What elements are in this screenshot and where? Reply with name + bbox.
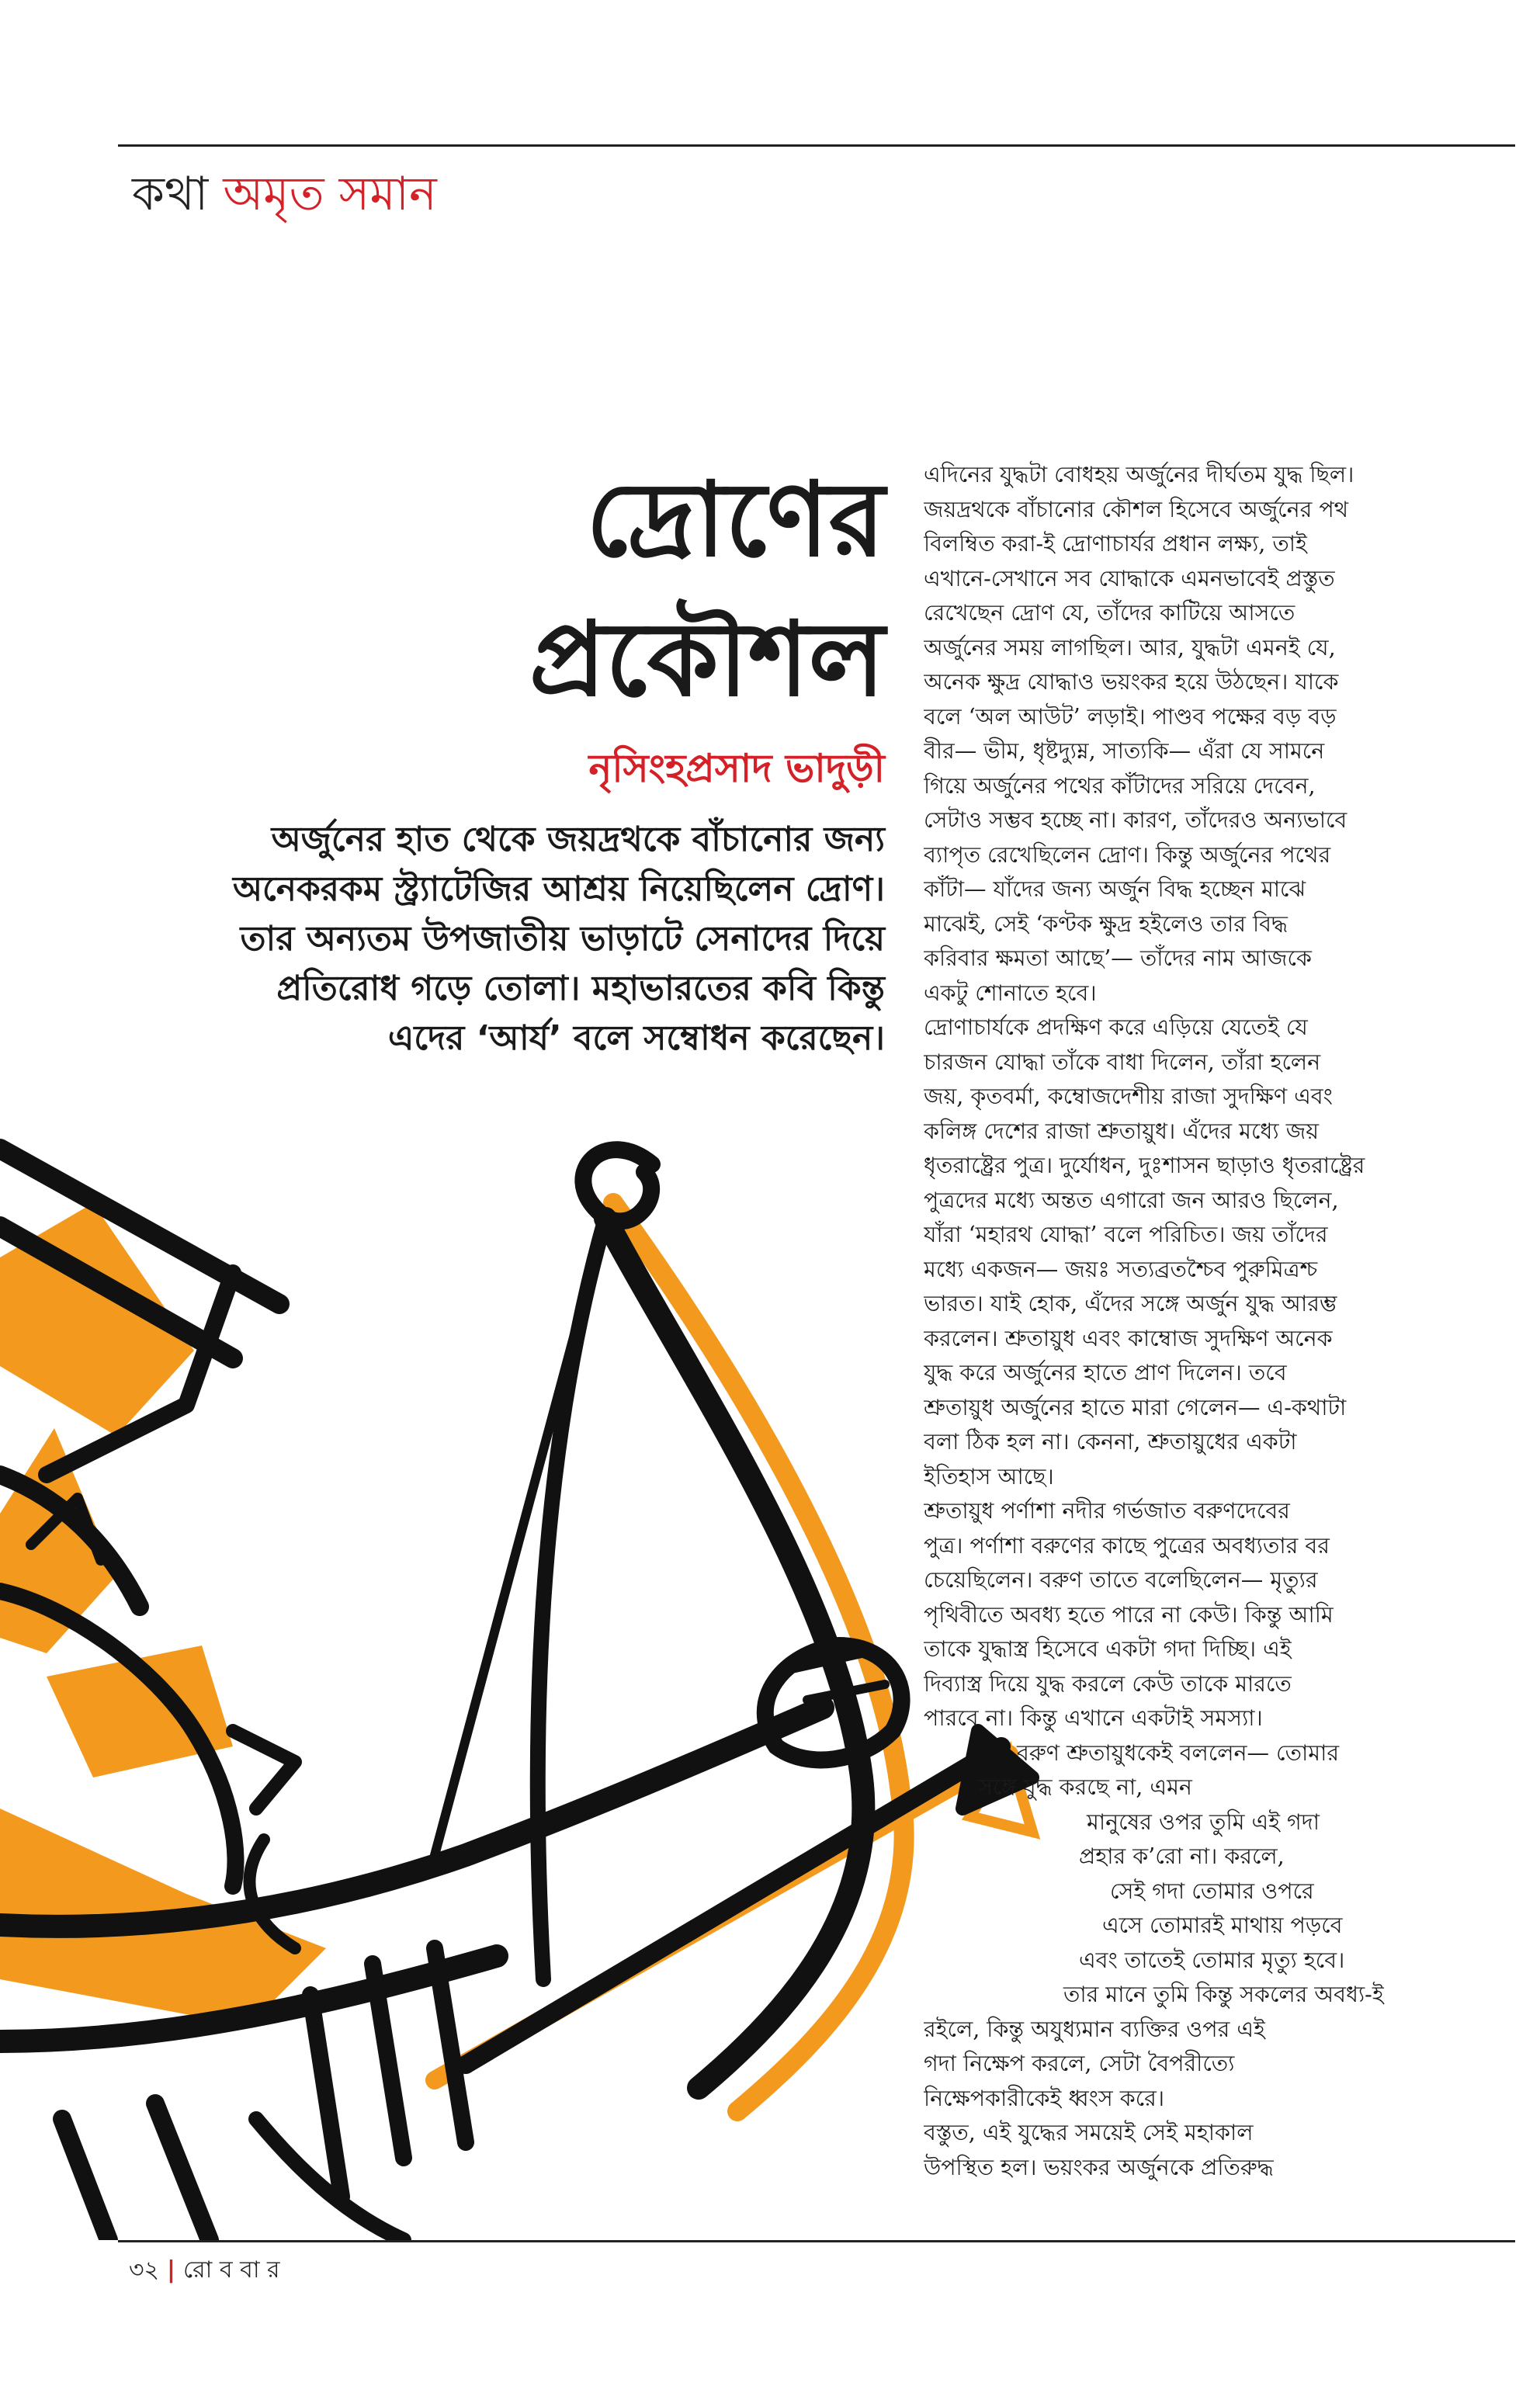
body-line: রইলে, কিন্তু অযুধ্যমান ব্যক্তির ওপর এই — [924, 2016, 1265, 2042]
body-line: কলিঙ্গ দেশের রাজা শ্রুতায়ুধ। এঁদের মধ্যে জয় — [924, 1118, 1319, 1144]
body-line: জয়দ্রথকে বাঁচানোর কৌশল হিসেবে অর্জুনের পথ — [924, 496, 1349, 522]
magazine-name: রো ব বা র — [182, 2256, 280, 2284]
intro-line: এদের ‘আর্য’ বলে সম্বোধন করেছেন। — [387, 1018, 885, 1058]
body-line: সেটাও সম্ভব হচ্ছে না। কারণ, তাঁদেরও অন্যভাবে — [924, 807, 1348, 833]
title-line: প্রকৌশল — [529, 599, 885, 720]
section-header — [132, 163, 437, 225]
body-line: ভারত। যাই হোক, এঁদের সঙ্গে অর্জুন যুদ্ধ আরম্ভ — [924, 1291, 1337, 1316]
body-line: বিলম্বিত করা-ই দ্রোণাচার্যর প্রধান লক্ষ্য, তাই — [924, 531, 1307, 557]
body-line: পুত্র। পর্ণাশা বরুণের কাছে পুত্রের অবধ্যতার বর — [924, 1532, 1330, 1559]
body-line: এবং তাতেই তোমার মৃত্যু হবে। — [1079, 1947, 1345, 1973]
intro-line: তার অন্যতম উপজাতীয় ভাড়াটে সেনাদের দিয়ে — [240, 919, 885, 959]
article-body — [924, 458, 1521, 2185]
body-line: চারজন যোদ্ধা তাঁকে বাধা দিলেন, তাঁরা হলেন — [924, 1049, 1321, 1075]
body-line: শ্রুতায়ুধ অর্জুনের হাতে মারা গেলেন— এ-কথাটা — [924, 1394, 1347, 1420]
body-line: বরুণ শ্রুতায়ুধকেই বললেন— তোমার — [1017, 1739, 1340, 1766]
body-line: নিক্ষেপকারীকেই ধ্বংস করে। — [924, 2085, 1165, 2111]
body-line: একটু শোনাতে হবে। — [924, 980, 1097, 1006]
body-line: প্রহার ক’রো না। করলে, — [1079, 1843, 1285, 1869]
body-line: শ্রুতায়ুধ পর্ণাশা নদীর গর্ভজাত বরুণদেবের — [924, 1498, 1290, 1524]
body-line: পৃথিবীতে অবধ্য হতে পারে না কেউ। কিন্তু আমি — [924, 1601, 1334, 1628]
body-line: মানুষের ওপর তুমি এই গদা — [1087, 1809, 1320, 1835]
body-line: অনেক ক্ষুদ্র যোদ্ধাও ভয়ংকর হয়ে উঠছেন। যাকে — [924, 669, 1339, 695]
body-line: যুদ্ধ করে অর্জুনের হাতে প্রাণ দিলেন। তবে — [924, 1360, 1287, 1386]
body-line: বীর— ভীম, ধৃষ্টদ্যুম্ন, সাত্যকি— এঁরা যে সামনে — [924, 738, 1325, 764]
page-number: ৩২ — [129, 2256, 160, 2284]
section-word-amrita-saman: অমৃত সমান — [223, 167, 437, 221]
body-line: তাকে যুদ্ধাস্ত্র হিসেবে একটা গদা দিচ্ছি। এই — [924, 1636, 1292, 1662]
body-line: মাঝেই, সেই ‘কণ্টক ক্ষুদ্র হইলেও তার বিদ্ধ — [924, 910, 1288, 937]
body-line: করলেন। শ্রুতায়ুধ এবং কাম্বোজ সুদক্ষিণ অনেক — [924, 1325, 1333, 1351]
body-line: বস্তুত, এই যুদ্ধের সময়েই সেই মহাকাল — [924, 2120, 1254, 2145]
body-line: কাঁটা— যাঁদের জন্য অর্জুন বিদ্ধ হচ্ছেন মাঝে — [924, 876, 1306, 902]
body-line: চেয়েছিলেন। বরুণ তাতে বলেছিলেন— মৃত্যুর — [924, 1567, 1318, 1593]
body-line: তার মানে তুমি কিন্তু সকলের অবধ্য-ই — [1063, 1982, 1384, 2007]
body-line: দ্রোণাচার্যকে প্রদক্ষিণ করে এড়িয়ে যেতেই যে — [924, 1014, 1308, 1040]
bottom-rule — [118, 2240, 1515, 2242]
body-line: গিয়ে অর্জুনের পথের কাঁটাদের সরিয়ে দেবেন, — [924, 772, 1316, 799]
body-line: ধৃতরাষ্ট্রের পুত্র। দুর্যোধন, দুঃশাসন ছাড়াও ধৃতরাষ্ট্রের — [924, 1153, 1365, 1178]
author-name: নৃসিংহপ্রসাদ ভাদুড়ী — [588, 746, 885, 791]
intro-line: অনেকরকম স্ট্র্যাটেজির আশ্রয় নিয়েছিলেন দ্রোণ। — [232, 869, 885, 909]
body-line: ইতিহাস আছে। — [924, 1463, 1054, 1490]
body-line: বলে ‘অল আউট’ লড়াই। পাণ্ডব পক্ষের বড় বড় — [924, 703, 1337, 730]
intro-line: প্রতিরোধ গড়ে তোলা। মহাভারতের কবি কিন্তু — [276, 969, 885, 1008]
section-word-katha: কথা — [132, 167, 209, 221]
body-line: মধ্যে একজন— জয়ঃ সত্যব্রতশ্চৈব পুরুমিত্রশ্চ — [924, 1256, 1318, 1282]
body-line: সেই গদা তোমার ওপরে — [1110, 1878, 1314, 1904]
body-line: এদিনের যুদ্ধটা বোধহয় অর্জুনের দীর্ঘতম যুদ্ধ ছিল। — [924, 462, 1354, 487]
body-line: অর্জুনের সময় লাগছিল। আর, যুদ্ধটা এমনই যে, — [924, 634, 1336, 661]
body-line: উপস্থিত হল। ভয়ংকর অর্জুনকে প্রতিরুদ্ধ — [924, 2154, 1274, 2180]
body-line: জয়, কৃতবর্মা, কম্বোজদেশীয় রাজা সুদক্ষিণ এবং — [924, 1084, 1333, 1109]
body-line: এসে তোমারই মাথায় পড়বে — [1102, 1913, 1343, 1938]
article-title — [404, 450, 885, 730]
body-line: এখানে-সেখানে সব যোদ্ধাকে এমনভাবেই প্রস্তুত — [924, 565, 1335, 591]
body-line: পুত্রদের মধ্যে অন্তত এগারো জন আরও ছিলেন, — [924, 1187, 1339, 1213]
page-footer — [129, 2255, 280, 2286]
body-line: সঙ্গে যুদ্ধ করছে না, এমন — [978, 1774, 1192, 1800]
body-line: গদা নিক্ষেপ করলে, সেটা বৈপরীত্যে — [924, 2051, 1235, 2076]
footer-separator: | — [167, 2256, 175, 2284]
body-line: পারবে না। কিন্তু এখানে একটাই সমস্যা। — [924, 1705, 1263, 1731]
top-rule — [118, 144, 1515, 147]
body-line: করিবার ক্ষমতা আছে’— তাঁদের নাম আজকে — [924, 945, 1312, 971]
body-line: দিব্যাস্ত্র দিয়ে যুদ্ধ করলে কেউ তাকে মারতে — [924, 1670, 1292, 1697]
intro-line: অর্জুনের হাত থেকে জয়দ্রথকে বাঁচানোর জন্য — [271, 820, 885, 859]
intro-standfirst — [140, 815, 885, 1063]
body-line: রেখেছেন দ্রোণ যে, তাঁদের কাটিয়ে আসতে — [924, 600, 1295, 626]
body-line: যাঁরা ‘মহারথ যোদ্ধা’ বলে পরিচিত। জয় তাঁদের — [924, 1222, 1328, 1247]
body-line: ব্যাপৃত রেখেছিলেন দ্রোণ। কিন্তু অর্জুনের পথের — [924, 841, 1331, 868]
title-line: দ্রোণের — [585, 460, 885, 580]
body-line: বলা ঠিক হল না। কেননা, শ্রুতায়ুধের একটা — [924, 1429, 1297, 1455]
